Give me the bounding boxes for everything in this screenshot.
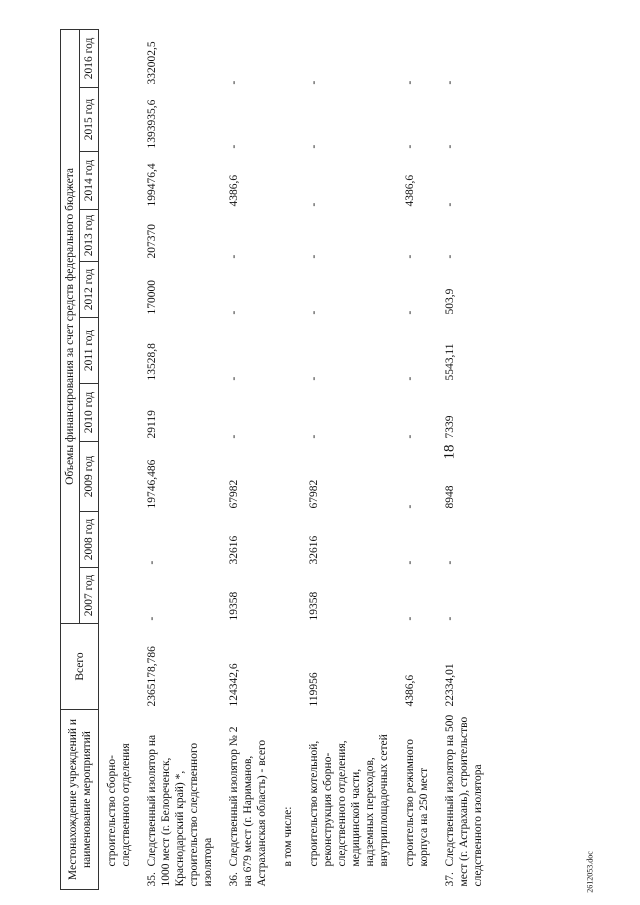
row-value: -	[444, 80, 457, 85]
row-value	[99, 442, 140, 512]
row-value: -	[404, 80, 417, 85]
row-value: 5543,11	[444, 343, 457, 381]
row-value: -	[228, 80, 241, 85]
row-name: Следственный изолятор на 500 мест (г. Астрахань), строительство следственного изолятора	[444, 714, 485, 887]
page-number: 18	[441, 444, 458, 460]
row-value	[99, 210, 140, 262]
row-value	[275, 262, 301, 318]
table-row	[275, 29, 301, 889]
row-value: 67982	[308, 479, 321, 509]
row-value: 19746,486	[146, 459, 159, 509]
row-total: 119956	[308, 672, 321, 707]
header-year: 2014 год	[80, 152, 99, 210]
header-year: 2011 год	[80, 318, 99, 384]
row-value	[275, 318, 301, 384]
row-value	[99, 29, 140, 87]
row-name-cell	[397, 710, 437, 890]
row-value: -	[308, 80, 321, 85]
row-name: в том числе:	[282, 806, 295, 867]
row-value: 1393935,6	[146, 99, 159, 149]
row-value	[275, 568, 301, 624]
header-budget: Объемы финансирования за счет средств федерального бюджета	[61, 29, 80, 623]
row-value: -	[444, 144, 457, 149]
row-name-cell	[301, 710, 397, 890]
row-value: -	[228, 254, 241, 259]
row-value: -	[404, 616, 417, 621]
header-total: Всего	[61, 624, 99, 710]
row-total	[99, 624, 140, 710]
header-year: 2016 год	[80, 29, 99, 87]
row-value	[99, 384, 140, 442]
row-value	[275, 384, 301, 442]
header-year: 2013 год	[80, 210, 99, 262]
row-name: строительство котельной, реконструкция сборно-следственного отделения, медицинской части, надземных переходов, внутриплощадочных сетей	[308, 734, 391, 867]
row-value	[275, 442, 301, 512]
table-row	[99, 29, 140, 889]
table-row	[301, 29, 397, 889]
funding-table	[60, 29, 491, 890]
row-value: -	[444, 616, 457, 621]
row-value: 207370	[146, 224, 159, 259]
row-name: Следственный изолятор № 2 на 679 мест (г. Нариманов, Астраханская область) - всего	[228, 726, 269, 887]
row-value: -	[404, 254, 417, 259]
row-value: -	[228, 144, 241, 149]
header-year: 2010 год	[80, 384, 99, 442]
row-name: Следственный изолятор на 1000 мест (г. Белореченск, Краснодарский край) *, строительство следственного изолятора	[146, 734, 215, 887]
row-total: 4386,6	[404, 674, 417, 707]
table-row	[397, 29, 437, 889]
row-value: 199476,4	[146, 163, 159, 207]
row-value: -	[308, 310, 321, 315]
header-year: 2007 год	[80, 568, 99, 624]
row-value	[99, 88, 140, 152]
row-value: 32616	[308, 535, 321, 565]
row-value	[275, 29, 301, 87]
row-total: 22334,01	[444, 663, 457, 707]
row-value: -	[308, 144, 321, 149]
row-value: 4386,6	[228, 174, 241, 207]
row-value: 170000	[146, 280, 159, 315]
row-value	[99, 318, 140, 384]
row-number: 35.	[146, 872, 159, 887]
row-value: -	[444, 254, 457, 259]
row-value: -	[308, 434, 321, 439]
table-row	[139, 29, 221, 889]
row-value: -	[146, 560, 159, 565]
row-value	[275, 88, 301, 152]
header-year: 2015 год	[80, 88, 99, 152]
row-value: -	[228, 310, 241, 315]
row-value	[275, 152, 301, 210]
table-row	[437, 29, 491, 889]
row-value	[99, 152, 140, 210]
row-name-cell	[139, 710, 221, 890]
row-value: 19358	[228, 591, 241, 621]
header-year: 2009 год	[80, 442, 99, 512]
header-location: Местонахождение учреждений и наименование мероприятий	[61, 710, 99, 890]
row-value: 4386,6	[404, 174, 417, 207]
row-value: -	[228, 434, 241, 439]
row-value	[275, 210, 301, 262]
header-year: 2012 год	[80, 262, 99, 318]
row-value: 32616	[228, 535, 241, 565]
table-row	[221, 29, 275, 889]
row-value: 332002,5	[146, 41, 159, 85]
row-value: -	[404, 144, 417, 149]
row-value: -	[404, 504, 417, 509]
header-year: 2008 год	[80, 512, 99, 568]
row-value: -	[308, 202, 321, 207]
row-value: -	[404, 310, 417, 315]
row-value: 8948	[444, 485, 457, 509]
row-value: 503,9	[444, 288, 457, 315]
row-value: 13528,8	[146, 343, 159, 381]
row-value: -	[228, 376, 241, 381]
row-value: -	[308, 254, 321, 259]
row-value: 19358	[308, 591, 321, 621]
row-name-cell	[221, 710, 275, 890]
rotated-page-content	[60, 30, 580, 890]
row-value	[99, 512, 140, 568]
row-value: -	[404, 434, 417, 439]
row-value: -	[404, 376, 417, 381]
document-footer: 2612053.doc	[585, 851, 595, 893]
row-value: -	[404, 560, 417, 565]
row-value: -	[444, 560, 457, 565]
row-total	[275, 624, 301, 710]
row-value	[99, 262, 140, 318]
row-value: -	[444, 202, 457, 207]
row-value	[275, 512, 301, 568]
row-name: строительство режимного корпуса на 250 мест	[404, 739, 431, 867]
row-name-cell	[437, 710, 491, 890]
row-value: -	[146, 616, 159, 621]
row-value: 67982	[228, 479, 241, 509]
row-total: 2365178,786	[146, 646, 159, 707]
row-value: 29119	[146, 410, 159, 439]
row-value: -	[308, 376, 321, 381]
row-name-cell	[99, 710, 140, 890]
row-number: 36.	[228, 872, 241, 887]
row-value: 7339	[444, 415, 457, 439]
row-total: 124342,6	[228, 663, 241, 707]
row-value	[99, 568, 140, 624]
row-number: 37.	[444, 872, 457, 887]
row-name: строительство сборно-следственного отделения	[106, 743, 133, 867]
row-name-cell	[275, 710, 301, 890]
